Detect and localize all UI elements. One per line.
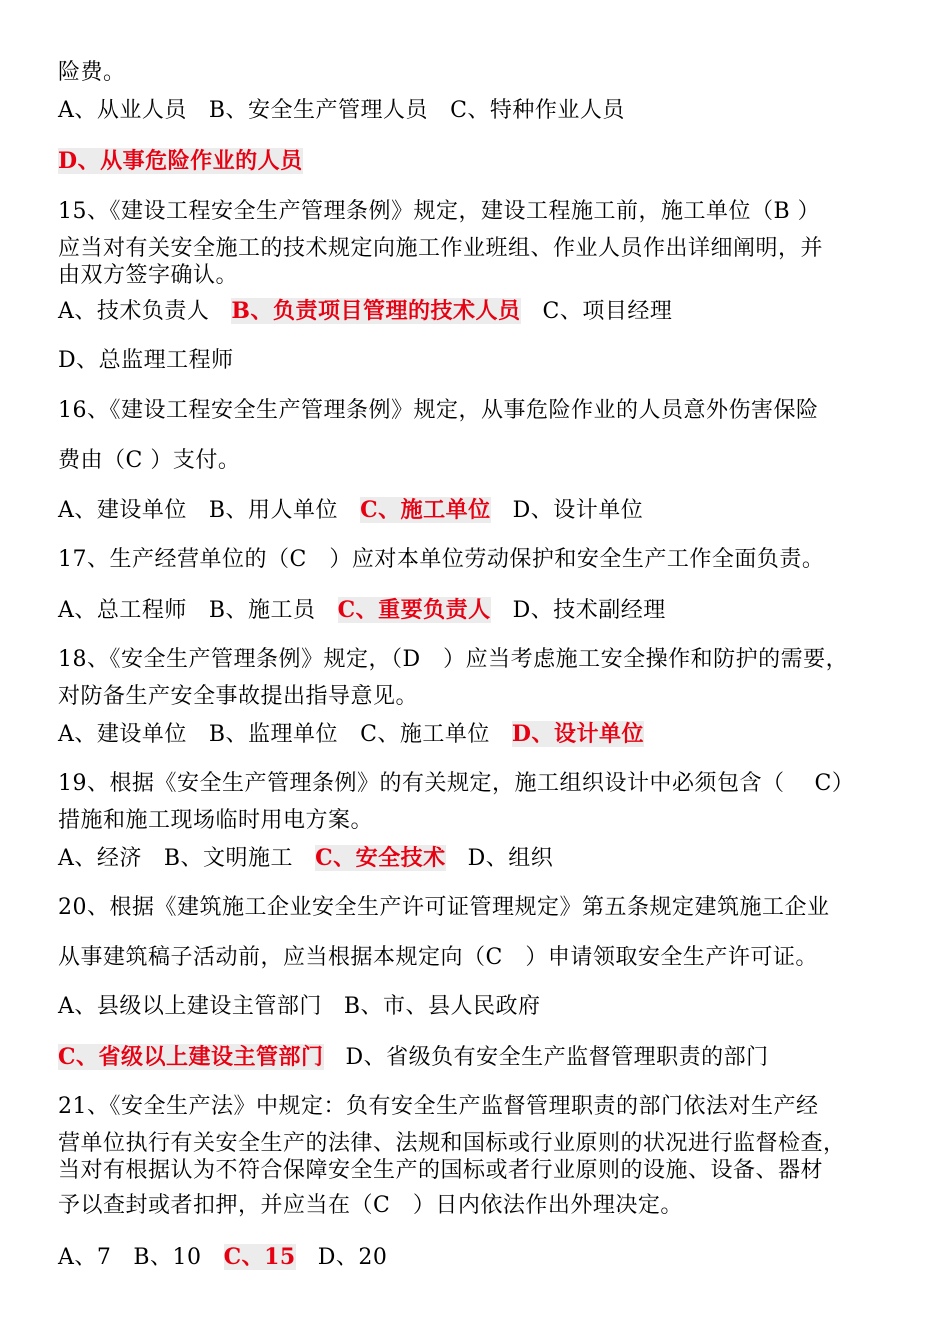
question-text: 对防备生产安全事故提出指导意见。 [58,684,419,709]
q15-stem-line-3 [58,262,238,290]
q19-stem-line-2 [58,807,373,835]
answer-option-b: B、负责项目管理的技术人员 [231,298,521,324]
option-a: A、7 [58,1245,112,1270]
q17-stem-line [58,546,824,574]
q15-options-line [58,297,672,326]
answer-option-d: D、从事危险作业的人员 [58,148,303,174]
q18-stem-line-1 [58,646,848,674]
q21-options-line [58,1243,387,1272]
question-text: 17、生产经营单位的（C ）应对本单位劳动保护和安全生产工作全面负责。 [58,547,825,572]
option-a: A、经济 [58,846,142,871]
question-text: 19、根据《安全生产管理条例》的有关规定，施工组织设计中必须包含（ C） [58,771,855,796]
answer-option-c: C、施工单位 [360,497,491,523]
question-text: 措施和施工现场临时用电方案。 [58,808,374,833]
option-c: C、项目经理 [542,299,673,324]
question-text: 当对有根据认为不符合保障安全生产的国标或者行业原则的设施、设备、器材 [58,1158,824,1183]
q18-options-line [58,720,644,749]
answer-option-c: C、重要负责人 [337,597,491,623]
question-text: 从事建筑稿子活动前，应当根据本规定向（C ）申请领取安全生产许可证。 [58,945,818,970]
q18-stem-line-2 [58,683,418,711]
question-text: 15、《建设工程安全生产管理条例》规定，建设工程施工前，施工单位（B ） [58,199,821,224]
q14-stem-end: 险费。 [58,60,126,85]
option-a: A、建设单位 [58,498,187,523]
option-d: D、设计单位 [512,498,644,523]
option-b: B、监理单位 [208,722,339,747]
question-text: 费由（C ）支付。 [58,448,241,473]
q20-options-line-1 [58,993,541,1021]
option-a: A、建设单位 [58,722,187,747]
question-text: 应当对有关安全施工的技术规定向施工作业班组、作业人员作出详细阐明，并 [58,236,824,261]
question-text: 由双方签字确认。 [58,263,239,288]
option-d: D、技术副经理 [512,598,666,623]
answer-option-d: D、设计单位 [511,721,644,747]
q19-options-line [58,844,553,873]
question-text: 16、《建设工程安全生产管理条例》规定，从事危险作业的人员意外伤害保险 [58,398,819,423]
option-a: A、技术负责人 [58,299,210,324]
option-c: C、施工单位 [360,722,490,747]
question-text: 予以查封或者扣押，并应当在（C ）日内依法作出外理决定。 [58,1193,683,1218]
q19-stem-line-1 [58,770,854,798]
q14-answer-line [58,147,303,176]
option-b: B、市、县人民政府 [343,994,541,1019]
answer-option-c: C、15 [223,1244,296,1270]
q14-options-line [58,97,625,125]
option-a: A、从业人员 [58,98,187,123]
question-text: 20、根据《建筑施工企业安全生产许可证管理规定》第五条规定建筑施工企业 [58,895,830,920]
text-line [58,59,126,87]
q21-stem-line-3 [58,1157,823,1185]
option-b: B、文明施工 [163,846,294,871]
q21-stem-line-1 [58,1093,819,1121]
option-c: C、特种作业人员 [450,98,625,123]
q21-stem-line-4 [58,1192,683,1220]
q20-stem-line-2 [58,944,818,972]
option-d: D、省级负有安全生产监督管理职责的部门 [345,1045,769,1070]
answer-option-c: C、省级以上建设主管部门 [58,1044,324,1070]
q16-options-line [58,496,643,525]
option-b: B、10 [133,1245,202,1270]
option-d: D、组织 [467,846,554,871]
question-text: 营单位执行有关安全生产的法律、法规和国标或行业原则的状况进行监督检查， [58,1131,846,1156]
option-b: B、安全生产管理人员 [208,98,429,123]
answer-option-c: C、安全技术 [315,845,446,871]
option-b: B、用人单位 [208,498,339,523]
q15-stem-line-2 [58,235,823,263]
q21-stem-line-2 [58,1130,846,1158]
question-text: 21、《安全生产法》中规定：负有安全生产监督管理职责的部门依法对生产经 [58,1094,819,1119]
option-a: A、县级以上建设主管部门 [58,994,322,1019]
q16-stem-line-1 [58,397,819,425]
q15-options-line-2 [58,347,234,375]
option-d: D、总监理工程师 [58,348,234,373]
q16-stem-line-2 [58,447,240,475]
q17-options-line [58,596,666,625]
q20-stem-line-1 [58,894,830,922]
q15-stem-line-1 [58,198,820,226]
question-text: 18、《安全生产管理条例》规定，（D ）应当考虑施工安全操作和防护的需要， [58,647,849,672]
option-d: D、20 [317,1245,388,1270]
q20-options-line-2 [58,1043,769,1072]
option-a: A、总工程师 [58,598,187,623]
option-b: B、施工员 [208,598,316,623]
